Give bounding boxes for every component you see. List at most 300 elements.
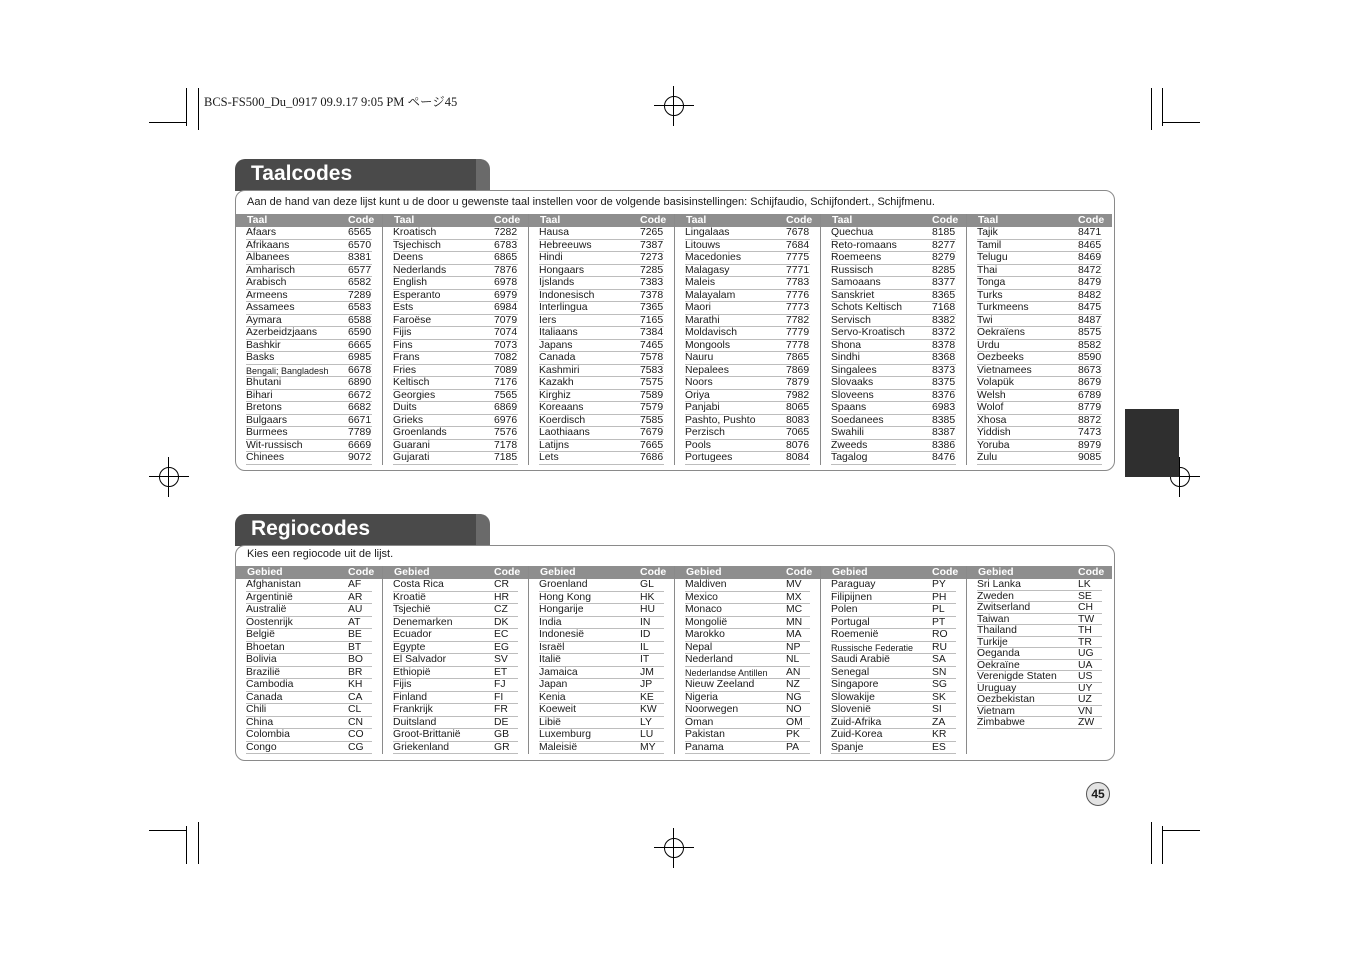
region-entry-name: Brazilië xyxy=(246,666,281,678)
language-table-row xyxy=(393,240,518,253)
region-entry-code: HU xyxy=(640,604,656,615)
language-entry-code: 7065 xyxy=(786,427,810,438)
region-entry-name: Maleisië xyxy=(539,741,578,753)
region-entry-code: CL xyxy=(348,704,362,715)
crop-mark xyxy=(198,822,199,864)
language-entry-code: 6565 xyxy=(348,227,372,238)
region-entry-code: PT xyxy=(932,616,946,628)
region-entry-name: Argentinië xyxy=(246,591,293,603)
region-entry-code: GL xyxy=(640,579,654,590)
language-entry-name: Indonesisch xyxy=(539,289,595,301)
language-table-row xyxy=(977,415,1102,428)
language-table-row xyxy=(831,402,956,415)
region-name-header: Gebied xyxy=(832,566,868,578)
region-codes-title xyxy=(235,514,489,546)
region-code-header: Code xyxy=(932,566,959,578)
language-entry-code: 8368 xyxy=(932,352,956,363)
region-table-row xyxy=(393,729,518,742)
language-table-row xyxy=(831,440,956,453)
language-column xyxy=(820,214,966,465)
region-table-row xyxy=(685,617,810,630)
region-entry-code: CG xyxy=(348,741,364,753)
region-table-row xyxy=(685,579,810,592)
language-table-row xyxy=(393,277,518,290)
language-entry-name: Kazakh xyxy=(539,377,574,388)
language-entry-name: Sanskriet xyxy=(831,289,875,301)
region-entry-code: NZ xyxy=(786,679,800,690)
language-column xyxy=(528,214,674,465)
language-entry-code: 6789 xyxy=(1078,389,1102,401)
region-table-row xyxy=(685,692,810,705)
language-entry-name: Fijis xyxy=(393,327,412,338)
registration-mark xyxy=(654,828,694,868)
language-entry-code: 8065 xyxy=(786,402,810,413)
language-entry-code: 8582 xyxy=(1078,339,1102,351)
language-table-row xyxy=(246,402,372,415)
language-column xyxy=(236,214,382,465)
language-table-row xyxy=(831,277,956,290)
region-entry-name: België xyxy=(246,629,275,640)
region-entry-name: Thailand xyxy=(977,625,1017,636)
language-entry-code: 8376 xyxy=(932,389,956,401)
region-entry-name: Congo xyxy=(246,741,277,753)
region-entry-name: Portugal xyxy=(831,616,870,628)
region-entry-name: Russische Federatie xyxy=(831,642,914,653)
language-entry-code: 7782 xyxy=(786,314,810,326)
region-entry-code: UZ xyxy=(1078,694,1092,705)
language-entry-code: 7779 xyxy=(786,327,810,338)
language-table-row xyxy=(246,352,372,365)
region-table-row xyxy=(831,642,956,655)
region-table-row xyxy=(393,604,518,617)
language-entry-code: 8083 xyxy=(786,414,810,426)
language-table-row xyxy=(831,227,956,240)
region-table-row xyxy=(393,679,518,692)
region-table-row xyxy=(831,742,956,755)
region-entry-code: ET xyxy=(494,666,508,678)
language-entry-name: Tamil xyxy=(977,239,1002,251)
region-name-header: Gebied xyxy=(540,566,576,578)
region-column-header xyxy=(675,566,820,579)
language-entry-name: Samoaans xyxy=(831,277,881,288)
language-entry-name: Maleis xyxy=(685,277,716,288)
language-entry-name: Shona xyxy=(831,339,862,351)
region-entry-name: Senegal xyxy=(831,666,870,678)
language-entry-name: Perzisch xyxy=(685,427,725,438)
region-entry-name: Koeweit xyxy=(539,704,576,715)
language-table-row xyxy=(685,227,810,240)
language-entry-name: Japans xyxy=(539,339,573,351)
region-entry-name: Saudi Arabië xyxy=(831,654,890,665)
region-entry-name: Roemenië xyxy=(831,629,879,640)
region-table-row xyxy=(539,654,664,667)
language-entry-code: 7473 xyxy=(1078,427,1102,438)
language-entry-name: Wit-russisch xyxy=(246,439,303,451)
language-entry-name: Pools xyxy=(685,439,711,451)
language-entry-name: Lingalaas xyxy=(685,227,730,238)
language-table-row xyxy=(977,227,1102,240)
region-entry-name: Turkije xyxy=(977,636,1008,648)
region-entry-name: Polen xyxy=(831,604,858,615)
region-entry-code: LY xyxy=(640,716,652,728)
language-entry-name: Portugees xyxy=(685,452,733,463)
region-entry-code: PH xyxy=(932,591,947,603)
region-entry-name: Luxemburg xyxy=(539,729,591,740)
region-entry-name: Italië xyxy=(539,654,561,665)
language-entry-code: 8377 xyxy=(932,277,956,288)
language-table-row xyxy=(246,277,372,290)
language-entry-code: 8378 xyxy=(932,339,956,351)
language-table-row xyxy=(393,340,518,353)
region-entry-code: SK xyxy=(932,691,946,703)
region-table-row xyxy=(393,717,518,730)
region-entry-name: Nederland xyxy=(685,654,733,665)
region-column-header xyxy=(967,566,1112,579)
region-table-row xyxy=(977,683,1102,695)
language-entry-code: 8779 xyxy=(1078,402,1102,413)
language-code-header: Code xyxy=(640,214,667,226)
language-entry-code: 7579 xyxy=(640,402,664,413)
language-entry-code: 6669 xyxy=(348,439,372,451)
language-table-row xyxy=(977,365,1102,378)
language-table-row xyxy=(246,427,372,440)
language-entry-code: 8277 xyxy=(932,239,956,251)
region-entry-name: Oezbekistan xyxy=(977,694,1035,705)
region-entry-code: FI xyxy=(494,691,504,703)
region-table-row xyxy=(539,579,664,592)
language-codes-title-text: Taalcodes xyxy=(251,162,353,185)
region-entry-code: UA xyxy=(1078,659,1093,671)
language-entry-name: Bihari xyxy=(246,389,273,401)
language-entry-name: Swahili xyxy=(831,427,864,438)
language-entry-code: 7589 xyxy=(640,389,664,401)
language-entry-name: Vietnamees xyxy=(977,364,1032,376)
region-entry-code: MA xyxy=(786,629,802,640)
language-table-row xyxy=(977,340,1102,353)
language-entry-name: Servo-Kroatisch xyxy=(831,327,905,338)
language-table-row xyxy=(246,227,372,240)
language-entry-code: 6985 xyxy=(348,352,372,363)
language-entry-name: Albanees xyxy=(246,252,290,263)
region-entry-code: IL xyxy=(640,641,649,653)
language-table-row xyxy=(539,415,664,428)
language-entry-code: 6890 xyxy=(348,377,372,388)
language-entry-name: Grieks xyxy=(393,414,424,426)
language-entry-code: 8279 xyxy=(932,252,956,263)
language-table-row xyxy=(539,227,664,240)
language-entry-name: Frans xyxy=(393,352,420,363)
language-entry-code: 7465 xyxy=(640,339,664,351)
chapter-tab-marker xyxy=(1125,409,1179,477)
region-column xyxy=(820,566,966,754)
region-table-row xyxy=(685,717,810,730)
language-entry-name: Nederlands xyxy=(393,264,447,276)
language-code-header: Code xyxy=(786,214,813,226)
region-entry-code: BR xyxy=(348,666,363,678)
language-entry-code: 8472 xyxy=(1078,264,1102,276)
region-entry-name: Afghanistan xyxy=(246,579,301,590)
region-entry-name: Marokko xyxy=(685,629,725,640)
region-entry-name: Groot-Brittanië xyxy=(393,729,461,740)
language-entry-code: 8679 xyxy=(1078,377,1102,388)
region-table-row xyxy=(539,592,664,605)
region-table-row xyxy=(977,602,1102,614)
language-table-row xyxy=(393,390,518,403)
language-entry-code: 7082 xyxy=(494,352,518,363)
region-entry-code: MX xyxy=(786,591,802,603)
language-entry-name: Panjabi xyxy=(685,402,720,413)
region-entry-code: AR xyxy=(348,591,363,603)
language-entry-code: 7387 xyxy=(640,239,664,251)
language-entry-name: Hebreeuws xyxy=(539,239,592,251)
region-table-row xyxy=(246,729,372,742)
language-entry-name: Georgies xyxy=(393,389,436,401)
language-entry-code: 6582 xyxy=(348,277,372,288)
region-table-row xyxy=(977,637,1102,649)
language-entry-code: 7165 xyxy=(640,314,664,326)
language-entry-code: 7273 xyxy=(640,252,664,263)
region-table-row xyxy=(246,679,372,692)
region-intro: Kies een regiocode uit de lijst. xyxy=(247,548,394,560)
region-entry-name: Kroatië xyxy=(393,591,426,603)
region-entry-code: AF xyxy=(348,579,362,590)
language-table-row xyxy=(685,352,810,365)
region-entry-code: NP xyxy=(786,641,801,653)
language-table-row xyxy=(539,290,664,303)
language-column-header xyxy=(967,214,1112,227)
region-table-row xyxy=(539,704,664,717)
region-entry-code: PK xyxy=(786,729,800,740)
region-entry-code: CN xyxy=(348,716,364,728)
language-entry-code: 6865 xyxy=(494,252,518,263)
region-entry-code: SG xyxy=(932,679,948,690)
region-table-row xyxy=(539,742,664,755)
region-entry-name: Maldiven xyxy=(685,579,727,590)
language-name-header: Taal xyxy=(394,214,415,226)
region-table-row xyxy=(393,617,518,630)
language-entry-name: Bretons xyxy=(246,402,282,413)
language-entry-code: 8471 xyxy=(1078,227,1102,238)
language-entry-code: 6665 xyxy=(348,339,372,351)
language-entry-code: 6672 xyxy=(348,389,372,401)
region-table-row xyxy=(831,679,956,692)
region-table-row xyxy=(539,717,664,730)
language-entry-code: 7865 xyxy=(786,352,810,363)
region-table-row xyxy=(831,717,956,730)
region-name-header: Gebied xyxy=(394,566,430,578)
language-entry-code: 8372 xyxy=(932,327,956,338)
language-table-row xyxy=(393,377,518,390)
region-entry-code: SE xyxy=(1078,590,1092,602)
region-table-row xyxy=(539,667,664,680)
region-entry-name: Filipijnen xyxy=(831,591,873,603)
language-entry-code: 7679 xyxy=(640,427,664,438)
region-table-row xyxy=(685,729,810,742)
language-entry-name: Koerdisch xyxy=(539,414,586,426)
language-table-row xyxy=(539,427,664,440)
language-entry-code: 7178 xyxy=(494,439,518,451)
region-entry-code: OM xyxy=(786,716,803,728)
language-table-row xyxy=(977,265,1102,278)
language-entry-code: 8979 xyxy=(1078,439,1102,451)
registration-mark xyxy=(149,457,189,497)
region-entry-name: Libië xyxy=(539,716,561,728)
language-entry-name: Servisch xyxy=(831,314,871,326)
region-code-table xyxy=(236,566,1114,754)
language-entry-code: 7074 xyxy=(494,327,518,338)
region-entry-code: FJ xyxy=(494,679,506,690)
language-entry-code: 7789 xyxy=(348,427,372,438)
language-entry-name: Hausa xyxy=(539,227,570,238)
region-entry-code: ES xyxy=(932,741,946,753)
region-entry-name: Israël xyxy=(539,641,565,653)
language-entry-name: Tsjechisch xyxy=(393,239,441,251)
region-table-row xyxy=(246,642,372,655)
region-table-row xyxy=(539,679,664,692)
region-entry-name: Taiwan xyxy=(977,613,1010,625)
region-entry-code: TH xyxy=(1078,625,1092,636)
language-table-row xyxy=(393,315,518,328)
language-table-row xyxy=(685,327,810,340)
language-entry-name: Nauru xyxy=(685,352,714,363)
language-entry-name: Kashmiri xyxy=(539,364,580,376)
language-table-row xyxy=(393,265,518,278)
region-entry-code: ZW xyxy=(1078,717,1095,728)
language-entry-code: 7665 xyxy=(640,439,664,451)
region-table-row xyxy=(246,667,372,680)
language-entry-name: Urdu xyxy=(977,339,1000,351)
region-entry-code: LK xyxy=(1078,579,1091,590)
region-table-row xyxy=(977,625,1102,637)
region-entry-code: LU xyxy=(640,729,654,740)
language-entry-name: Interlingua xyxy=(539,302,588,313)
region-entry-code: DE xyxy=(494,716,509,728)
region-entry-name: Singapore xyxy=(831,679,879,690)
region-table-row xyxy=(393,704,518,717)
region-entry-name: Canada xyxy=(246,691,283,703)
region-entry-code: JP xyxy=(640,679,653,690)
region-entry-code: BT xyxy=(348,641,362,653)
language-entry-name: Maori xyxy=(685,302,711,313)
crop-mark xyxy=(1151,88,1152,130)
region-entry-code: FR xyxy=(494,704,508,715)
region-entry-name: Japan xyxy=(539,679,568,690)
language-entry-code: 8084 xyxy=(786,452,810,463)
region-entry-name: Colombia xyxy=(246,729,290,740)
region-entry-code: RO xyxy=(932,629,948,640)
language-entry-name: Latijns xyxy=(539,439,570,451)
region-column-header xyxy=(236,566,382,579)
region-table-row xyxy=(977,648,1102,660)
region-code-header: Code xyxy=(1078,566,1105,578)
language-entry-name: Oekraïens xyxy=(977,327,1025,338)
language-entry-name: Lets xyxy=(539,452,559,463)
page-number: 45 xyxy=(1086,782,1110,806)
language-entry-code: 6869 xyxy=(494,402,518,413)
region-entry-code: TW xyxy=(1078,613,1095,625)
region-table-row xyxy=(539,729,664,742)
region-entry-code: CO xyxy=(348,729,364,740)
region-entry-code: HR xyxy=(494,591,510,603)
region-entry-name: Bolivia xyxy=(246,654,277,665)
language-table-row xyxy=(977,440,1102,453)
language-entry-code: 7089 xyxy=(494,364,518,376)
region-table-row xyxy=(977,614,1102,626)
language-table-row xyxy=(977,315,1102,328)
region-entry-code: ID xyxy=(640,629,651,640)
region-entry-code: NL xyxy=(786,654,800,665)
language-entry-code: 7678 xyxy=(786,227,810,238)
language-entry-code: 6978 xyxy=(494,277,518,288)
language-intro: Aan de hand van deze lijst kunt u de door u gewenste taal instellen voor de volgende basisinstellingen: Schijfaudio, Schijfondert., Schijfmenu. xyxy=(247,196,935,208)
language-entry-name: Azerbeidzjaans xyxy=(246,327,318,338)
region-entry-code: SN xyxy=(932,666,947,678)
region-table-row xyxy=(977,591,1102,603)
region-entry-name: Oekraïne xyxy=(977,659,1020,671)
language-entry-code: 8076 xyxy=(786,439,810,451)
language-entry-name: Noors xyxy=(685,377,713,388)
language-codes-title xyxy=(235,159,489,191)
region-entry-code: EC xyxy=(494,629,509,640)
language-entry-code: 8375 xyxy=(932,377,956,388)
language-entry-code: 7282 xyxy=(494,227,518,238)
language-entry-code: 6588 xyxy=(348,314,372,326)
language-entry-name: Quechua xyxy=(831,227,874,238)
language-entry-code: 7383 xyxy=(640,277,664,288)
region-table-row xyxy=(685,592,810,605)
language-table-row xyxy=(539,277,664,290)
language-entry-name: Yoruba xyxy=(977,439,1010,451)
region-entry-code: BO xyxy=(348,654,364,665)
language-entry-name: Macedonies xyxy=(685,252,742,263)
region-table-row xyxy=(393,692,518,705)
language-table-row xyxy=(831,452,956,465)
language-table-row xyxy=(831,327,956,340)
language-table-row xyxy=(685,302,810,315)
region-table-row xyxy=(831,604,956,617)
region-entry-name: Paraguay xyxy=(831,579,876,590)
language-table-row xyxy=(539,340,664,353)
language-entry-name: Bengali; Bangladesh xyxy=(246,365,329,376)
language-entry-code: 7265 xyxy=(640,227,664,238)
language-entry-name: Italiaans xyxy=(539,327,578,338)
region-entry-name: Nigeria xyxy=(685,691,718,703)
language-entry-code: 7578 xyxy=(640,352,664,363)
region-table-row xyxy=(685,629,810,642)
language-entry-name: Hongaars xyxy=(539,264,585,276)
language-entry-code: 7168 xyxy=(932,302,956,313)
language-entry-code: 7176 xyxy=(494,377,518,388)
language-entry-name: Malagasy xyxy=(685,264,730,276)
language-table-row xyxy=(539,315,664,328)
language-table-row xyxy=(246,302,372,315)
language-table-row xyxy=(393,302,518,315)
language-entry-code: 7876 xyxy=(494,264,518,276)
language-entry-code: 6682 xyxy=(348,402,372,413)
region-table-row xyxy=(685,742,810,755)
language-table-row xyxy=(685,440,810,453)
region-table-row xyxy=(685,704,810,717)
region-entry-name: Kenia xyxy=(539,691,566,703)
language-entry-name: Afaars xyxy=(246,227,277,238)
language-table-row xyxy=(539,402,664,415)
region-column xyxy=(674,566,820,754)
language-entry-name: Bashkir xyxy=(246,339,281,351)
region-entry-code: CR xyxy=(494,579,510,590)
region-entry-name: Uruguay xyxy=(977,682,1017,694)
language-entry-code: 7079 xyxy=(494,314,518,326)
language-entry-name: Turkmeens xyxy=(977,302,1029,313)
